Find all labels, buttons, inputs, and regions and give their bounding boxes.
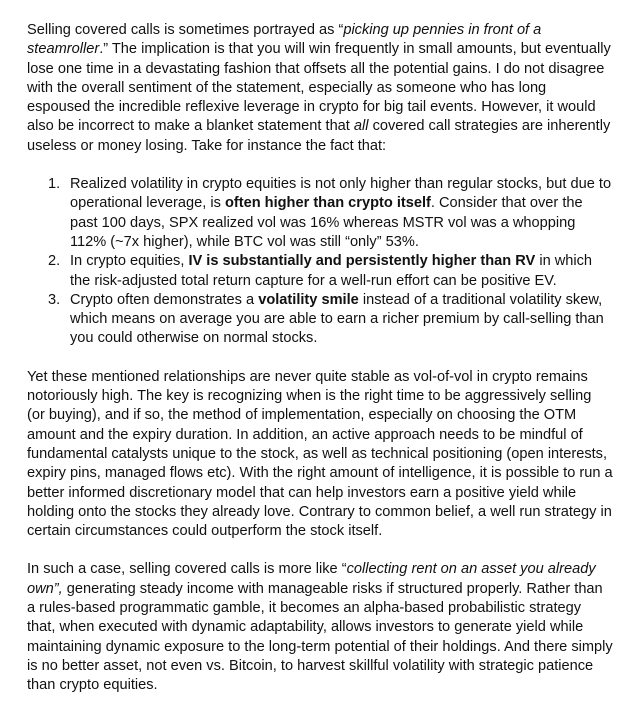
list-emphasis: often higher than crypto itself [224, 195, 431, 212]
intro-text-mid: .” The implication is that you will win frequently in small amounts, but eventually lose one time in a devastating fashion that offsets all the potential gains. I do not disagree with the overall sentiment of the statement, especially as someone who has long espoused the incredible reflexive leverage in crypto for big tail events. However, it would also be incorrect to make a blanket statement that [27, 41, 611, 135]
facts-list [27, 175, 613, 349]
intro-paragraph [27, 21, 613, 156]
closing-paragraph: In such a case, selling covered calls is more like “collecting rent on an asset you already own”, generating steady income with manageable risks if structured properly. Rather than a rules-based programmatic gamble, it becomes an alpha-based probabilistic strategy that, when executed with dynamic adaptability, allows investors to generate yield while maintaining dynamic exposure to the long-term potential of their holdings. And there simply is no better asset, not even vs. Bitcoin, to harvest skillful volatility with strategic patience than crypto equities. [27, 561, 613, 694]
body-paragraph: Yet these mentioned relationships are never quite stable as vol-of-vol in crypto remains notoriously high. The key is recognizing when is the right time to be aggressively selling (or buying), and if so, the method of implementation, especially on choosing the OTM amount and the expiry duration. In addition, an active approach needs to be mindful of fundamental catalysts unique to the stock, as well as technical positioning (open interests, expiry pins, managed flows etc). With the right amount of intelligence, it is possible to run a better informed discretionary model that can help investors earn a positive yield while holding onto the stocks they already love. Contrary to common belief, a well run strategy in certain circumstances could outperform the stock itself. [27, 368, 613, 540]
intro-text: Selling covered calls is sometimes portrayed as “ [27, 22, 344, 38]
list-emphasis: IV is substantially and persistently higher than RV [188, 253, 536, 270]
intro-text-end: covered call strategies are inherently useless or money losing. Take for instance the fact that: [27, 118, 611, 154]
list-emphasis: volatility smile [258, 291, 359, 308]
rent-quote: collecting rent on an asset you already own”, [27, 561, 596, 597]
list-item: 1. Realized volatility in crypto equities is not only higher than regular stocks, but due to operational leverage, is often higher than crypto itself. Consider that over the past 100 days, SPX realized vol was 16% whereas MSTR vol was a whopping 112% (~7x higher), while BTC vol was still “only” 53%. [48, 176, 612, 250]
list-number: 3. [48, 291, 61, 308]
all-emphasis: all [353, 118, 369, 135]
list-item: 2. In crypto equities, IV is substantially and persistently higher than RV in which the risk-adjusted total return capture for a well-run effort can be positive EV. [48, 253, 593, 289]
steamroller-quote: picking up pennies in front of a steamroller [27, 22, 542, 58]
list-item: 3. Crypto often demonstrates a volatility smile instead of a traditional volatility skew, which means on average you are able to earn a richer premium by call-selling than you could otherwise on normal stocks. [48, 291, 604, 347]
list-number: 2. [48, 253, 61, 270]
list-number: 1. [48, 176, 61, 193]
